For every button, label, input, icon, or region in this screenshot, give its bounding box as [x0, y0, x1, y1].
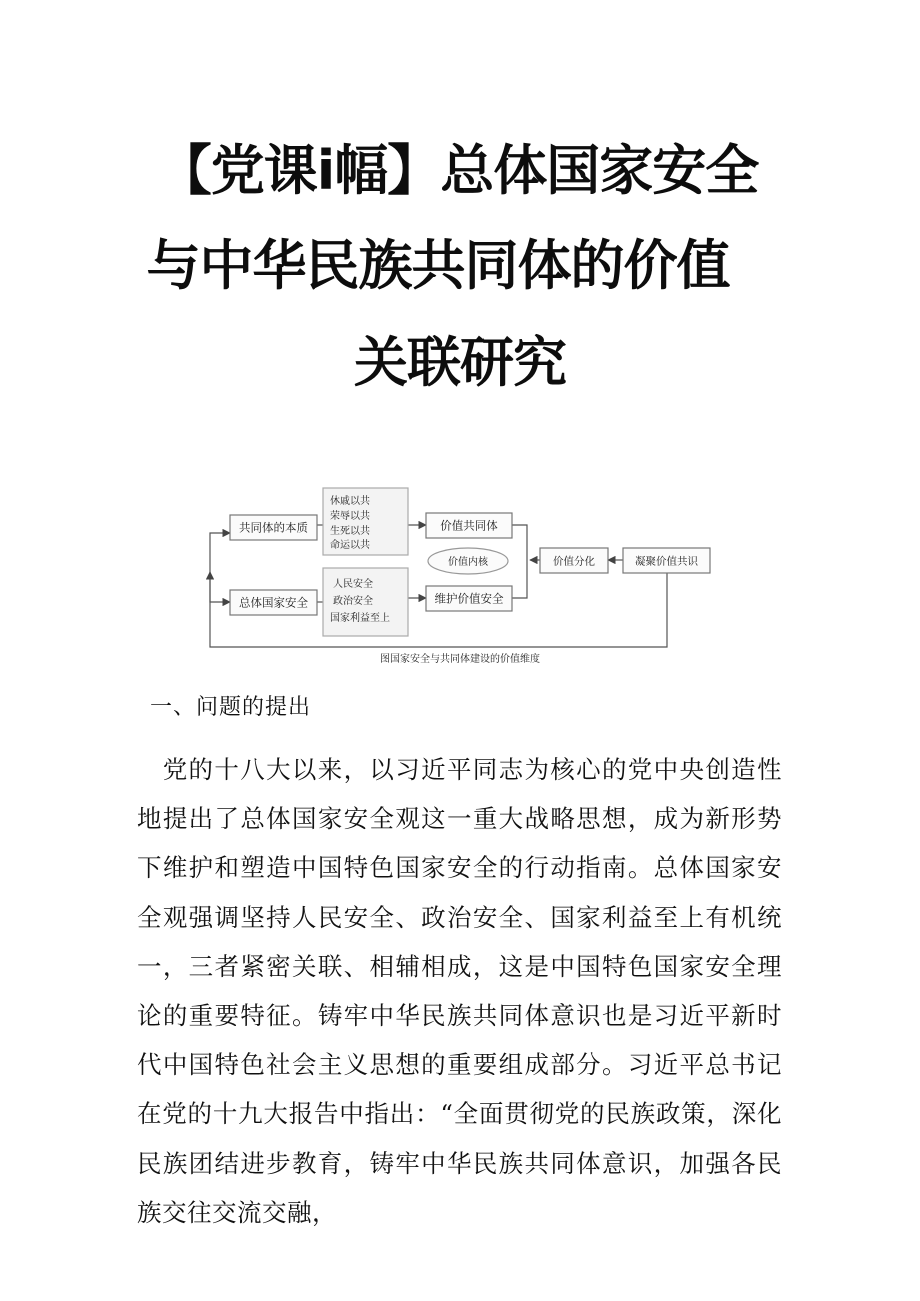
group-top-item: 休戚以共 [330, 496, 370, 507]
label-maintain-value-security: 维护价值安全 [434, 591, 504, 606]
title-line-2: 与中华民族共同体的价值 [146, 234, 730, 297]
group-top-item: 命运以共 [330, 540, 370, 551]
label-condense-value-consensus: 凝聚价值共识 [635, 555, 698, 568]
group-bottom-item: 国家利益至上 [330, 613, 390, 624]
label-value-community: 价值共同体 [440, 518, 498, 533]
section-heading: 一、问题的提出 [150, 695, 312, 720]
group-top-item: 生死以共 [330, 526, 370, 537]
group-bottom-item: 政治安全 [333, 596, 373, 607]
body-paragraph: 党的十八大以来，以习近平同志为核心的党中央创造性地提出了总体国家安全观这一重大战略思想，成为新形势下维护和塑造中国特色国家安全的行动指南。总体国家安全观强调坚持人民安全、政治安全、国家利益至上有机统一，三者紧密关联、相辅相成，这是中国特色国家安全理论的重要特征。铸牢中华民族共同体意识也是习近平新时代中国特色社会主义思想的重要组成部分。习近平总书记在党的十九大报告中指出：“全面贯彻党的民族政策，深化民族团结进步教育，铸牢中华民族共同体意识，加强各民族交往交流交融， [137, 755, 782, 1227]
label-value-core: 价值内核 [448, 557, 488, 568]
label-community-essence: 共同体的本质 [239, 520, 308, 535]
group-bottom-item: 人民安全 [333, 579, 373, 590]
label-national-security: 总体国家安全 [239, 595, 308, 610]
title-line-3: 关联研究 [354, 331, 566, 394]
group-top-item: 荣辱以共 [330, 511, 370, 522]
value-dimension-diagram [200, 480, 720, 670]
label-value-differentiation: 价值分化 [553, 555, 595, 568]
title-line-1: 【党课i幅】总体国家安全 [157, 139, 759, 202]
diagram-caption: 图国家安全与共同体建设的价值维度 [380, 654, 540, 665]
